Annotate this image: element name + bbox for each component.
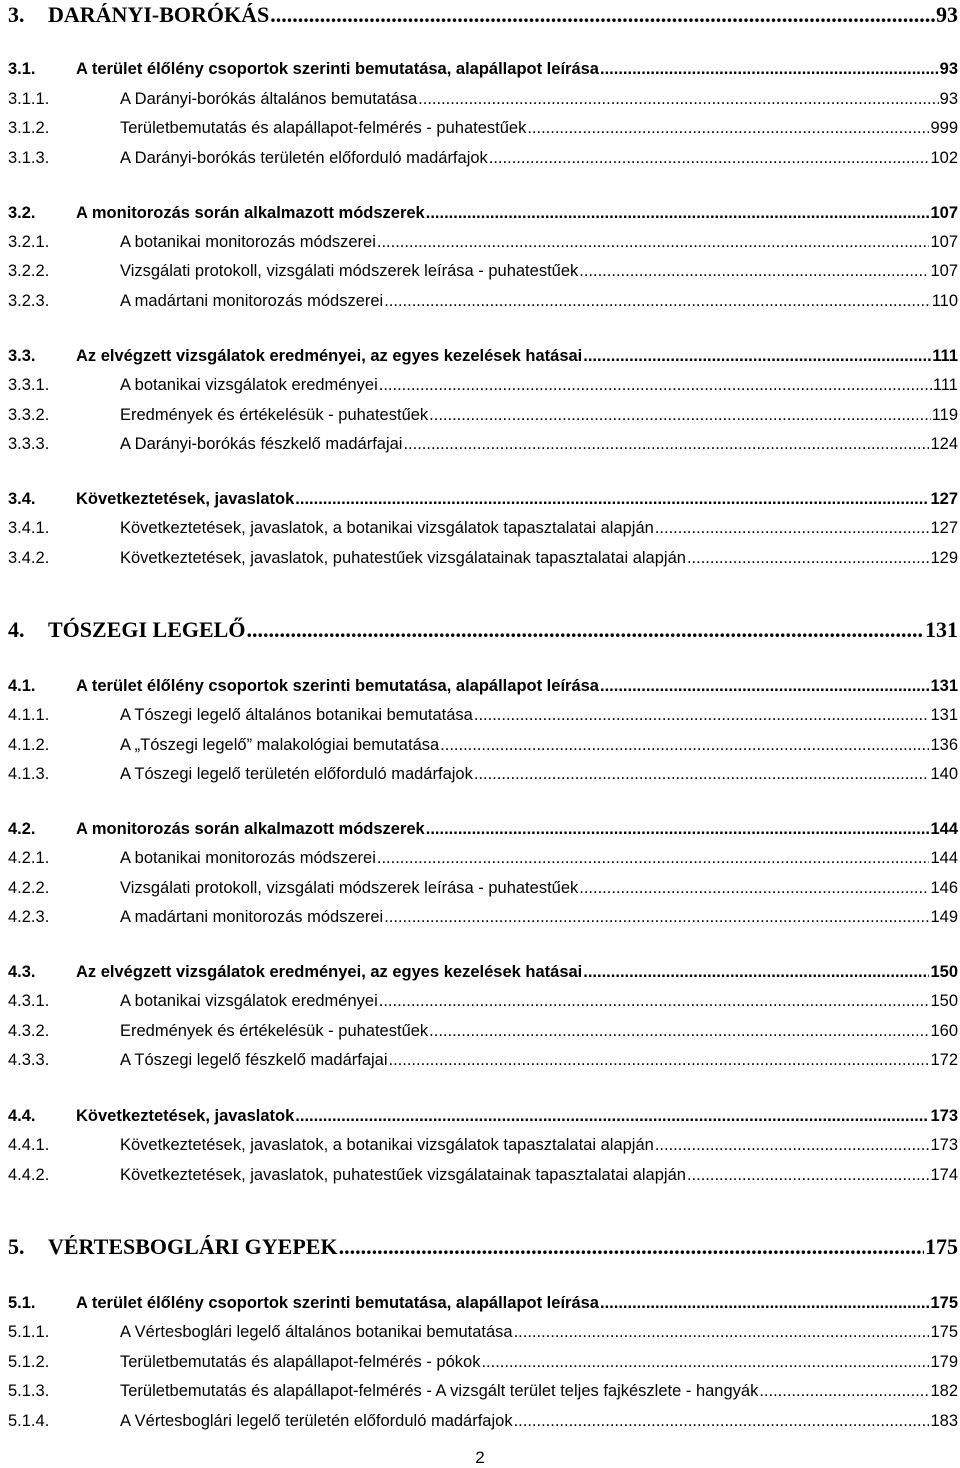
toc-entry-number: 4.3.2. — [8, 1022, 50, 1040]
toc-entry-page: 160 — [930, 1022, 958, 1040]
toc-subsection-entry[interactable] — [8, 992, 958, 1011]
toc-entry-page: 183 — [930, 1412, 958, 1430]
toc-entry-title: Az elvégzett vizsgálatok eredményei, az egyes kezelések hatásai — [76, 963, 583, 981]
toc-dot-leader — [583, 963, 929, 982]
toc-dot-leader — [426, 820, 930, 839]
toc-subsection-entry[interactable] — [8, 879, 958, 898]
toc-entry-title: Eredmények és értékelésük - puhatestűek — [120, 1022, 429, 1040]
toc-dot-leader — [583, 347, 931, 366]
toc-entry-number: 3.1. — [8, 60, 36, 78]
toc-entry-number: 3.3.2. — [8, 406, 50, 424]
toc-dot-leader — [384, 292, 930, 311]
toc-subsection-entry[interactable] — [8, 549, 958, 568]
toc-entry-title: TÓSZEGI LEGELŐ — [48, 617, 246, 642]
toc-entry-number: 3.3.1. — [8, 376, 50, 394]
toc-subsection-entry[interactable] — [8, 376, 958, 395]
toc-entry-page: 124 — [930, 435, 958, 453]
toc-entry-number: 4.1.3. — [8, 765, 50, 783]
page-number: 2 — [475, 1448, 485, 1467]
toc-entry-title: Következtetések, javaslatok — [76, 490, 295, 508]
toc-subsection-entry[interactable] — [8, 292, 958, 311]
toc-section-entry[interactable] — [8, 204, 958, 223]
toc-entry-title: A Vértesboglári legelő általános botanikai bemutatása — [120, 1323, 513, 1341]
toc-entry-page: 93 — [936, 2, 958, 27]
toc-entry-number: 3.3.3. — [8, 435, 50, 453]
toc-subsection-entry[interactable] — [8, 406, 958, 425]
toc-entry-number: 4.2.2. — [8, 879, 50, 897]
toc-entry-title: A botanikai monitorozás módszerei — [120, 849, 376, 867]
toc-entry-page: 146 — [930, 879, 958, 897]
toc-dot-leader — [246, 617, 924, 643]
toc-dot-leader — [377, 233, 930, 252]
toc-entry-page: 110 — [931, 292, 958, 310]
toc-entry-number: 3.3. — [8, 347, 36, 365]
toc-entry-title: Vizsgálati protokoll, vizsgálati módszerek leírása - puhatestűek — [120, 879, 579, 897]
toc-entry-page: 136 — [930, 736, 958, 754]
toc-dot-leader — [295, 1107, 929, 1126]
toc-dot-leader — [579, 262, 929, 281]
toc-chapter-entry[interactable] — [8, 617, 958, 643]
toc-section-entry[interactable] — [8, 820, 958, 839]
toc-dot-leader — [579, 879, 929, 898]
toc-entry-number: 3.1.2. — [8, 119, 50, 137]
toc-dot-leader — [384, 908, 929, 927]
toc-entry-number: 3.2.2. — [8, 262, 50, 280]
toc-entry-number: 5.1.3. — [8, 1382, 50, 1400]
toc-dot-leader — [759, 1382, 929, 1401]
toc-entry-page: 111 — [932, 376, 958, 394]
toc-entry-page: 150 — [930, 992, 958, 1010]
toc-entry-number: 3.4.2. — [8, 549, 50, 567]
toc-dot-leader — [295, 490, 929, 509]
toc-entry-title: Következtetések, javaslatok — [76, 1107, 295, 1125]
toc-entry-number: 4.1.1. — [8, 706, 50, 724]
toc-entry-title: A botanikai vizsgálatok eredményei — [120, 992, 378, 1010]
toc-dot-leader — [429, 406, 931, 425]
toc-subsection-entry[interactable] — [8, 1412, 958, 1431]
toc-entry-number: 4.1.2. — [8, 736, 50, 754]
toc-entry-title: A Tószegi legelő általános botanikai bemutatása — [120, 706, 473, 724]
toc-entry-page: 131 — [925, 617, 958, 642]
toc-entry-number: 3.1.1. — [8, 90, 50, 108]
toc-entry-page: 173 — [930, 1107, 958, 1125]
toc-entry-page: 127 — [930, 490, 958, 508]
toc-dot-leader — [403, 435, 929, 454]
toc-entry-page: 175 — [930, 1323, 958, 1341]
toc-entry-page: 107 — [930, 262, 958, 280]
toc-entry-number: 5.1.2. — [8, 1353, 50, 1371]
toc-entry-title: A Darányi-borókás területén előforduló madárfajok — [120, 149, 488, 167]
toc-dot-leader — [527, 119, 929, 138]
toc-dot-leader — [440, 736, 929, 755]
toc-entry-number: 5.1. — [8, 1294, 36, 1312]
toc-entry-title: Következtetések, javaslatok, a botanikai vizsgálatok tapasztalatai alapján — [120, 1136, 654, 1154]
toc-entry-title: Eredmények és értékelésük - puhatestűek — [120, 406, 429, 424]
toc-entry-page: 102 — [930, 149, 958, 167]
toc-section-entry[interactable] — [8, 490, 958, 509]
toc-subsection-entry[interactable] — [8, 765, 958, 784]
toc-entry-title: A Darányi-borókás általános bemutatása — [120, 90, 418, 108]
toc-dot-leader — [379, 376, 932, 395]
toc-entry-title: A terület élőlény csoportok szerinti bemutatása, alapállapot leírása — [76, 677, 599, 695]
toc-entry-page: 107 — [930, 233, 958, 251]
toc-entry-page: 107 — [930, 204, 958, 222]
toc-entry-page: 999 — [930, 119, 958, 137]
toc-entry-page: 93 — [939, 90, 958, 108]
toc-subsection-entry[interactable] — [8, 119, 958, 138]
toc-subsection-entry[interactable] — [8, 1382, 958, 1401]
toc-dot-leader — [389, 1051, 930, 1070]
toc-subsection-entry[interactable] — [8, 908, 958, 927]
toc-section-entry[interactable] — [8, 347, 958, 366]
toc-dot-leader — [270, 2, 935, 28]
toc-dot-leader — [379, 992, 930, 1011]
toc-entry-number: 4.4.2. — [8, 1166, 50, 1184]
toc-entry-page: 174 — [930, 1166, 958, 1184]
toc-entry-page: 111 — [932, 347, 958, 365]
toc-entry-page: 173 — [930, 1136, 958, 1154]
toc-subsection-entry[interactable] — [8, 1051, 958, 1070]
toc-entry-title: Következtetések, javaslatok, puhatestűek vizsgálatainak tapasztalatai alapján — [120, 549, 686, 567]
toc-entry-page: 144 — [930, 820, 958, 838]
toc-dot-leader — [600, 677, 929, 696]
toc-entry-page: 175 — [925, 1234, 958, 1259]
toc-subsection-entry[interactable] — [8, 519, 958, 538]
toc-entry-number: 4.3.1. — [8, 992, 50, 1010]
toc-entry-page: 131 — [930, 677, 958, 695]
toc-entry-page: 140 — [930, 765, 958, 783]
toc-entry-title: Területbemutatás és alapállapot-felmérés - puhatestűek — [120, 119, 527, 137]
toc-section-entry[interactable] — [8, 677, 958, 696]
toc-entry-number: 5. — [8, 1234, 25, 1259]
toc-dot-leader — [418, 90, 938, 109]
toc-subsection-entry[interactable] — [8, 1136, 958, 1155]
toc-section-entry[interactable] — [8, 1107, 958, 1126]
toc-entry-number: 4.3.3. — [8, 1051, 50, 1069]
toc-entry-title: A Tószegi legelő területén előforduló madárfajok — [120, 765, 473, 783]
toc-entry-number: 4.2.3. — [8, 908, 50, 926]
toc-entry-number: 5.1.1. — [8, 1323, 50, 1341]
toc-entry-title: Az elvégzett vizsgálatok eredményei, az egyes kezelések hatásai — [76, 347, 583, 365]
toc-entry-number: 3.1.3. — [8, 149, 50, 167]
toc-entry-title: A terület élőlény csoportok szerinti bemutatása, alapállapot leírása — [76, 1294, 599, 1312]
toc-entry-number: 3.4. — [8, 490, 36, 508]
toc-entry-page: 119 — [931, 406, 958, 424]
toc-subsection-entry[interactable] — [8, 736, 958, 755]
toc-subsection-entry[interactable] — [8, 1022, 958, 1041]
toc-dot-leader — [600, 1294, 929, 1313]
toc-entry-title: A Tószegi legelő fészkelő madárfajai — [120, 1051, 388, 1069]
toc-dot-leader — [655, 519, 930, 538]
toc-entry-page: 149 — [930, 908, 958, 926]
toc-entry-page: 182 — [930, 1382, 958, 1400]
toc-dot-leader — [514, 1323, 930, 1342]
toc-dot-leader — [514, 1412, 930, 1431]
toc-dot-leader — [474, 765, 930, 784]
toc-dot-leader — [474, 706, 930, 725]
toc-section-entry[interactable] — [8, 963, 958, 982]
toc-dot-leader — [600, 60, 939, 79]
toc-entry-page: 175 — [930, 1294, 958, 1312]
toc-entry-title: Következtetések, javaslatok, puhatestűek vizsgálatainak tapasztalatai alapján — [120, 1166, 686, 1184]
toc-dot-leader — [429, 1022, 929, 1041]
toc-entry-number: 4.4. — [8, 1107, 36, 1125]
toc-entry-number: 3.2.1. — [8, 233, 50, 251]
toc-entry-page: 179 — [930, 1353, 958, 1371]
toc-entry-page: 150 — [930, 963, 958, 981]
toc-dot-leader — [655, 1136, 930, 1155]
toc-entry-title: A „Tószegi legelő” malakológiai bemutatása — [120, 736, 440, 754]
toc-entry-title: DARÁNYI-BORÓKÁS — [48, 2, 270, 27]
toc-subsection-entry[interactable] — [8, 435, 958, 454]
toc-chapter-entry[interactable] — [8, 1234, 958, 1260]
toc-chapter-entry[interactable] — [8, 2, 958, 28]
toc-entry-page: 127 — [930, 519, 958, 537]
toc-entry-title: Területbemutatás és alapállapot-felmérés - A vizsgált terület teljes fajkészlete - hangyák — [120, 1382, 759, 1400]
toc-entry-title: A botanikai vizsgálatok eredményei — [120, 376, 378, 394]
toc-entry-title: A Darányi-borókás fészkelő madárfajai — [120, 435, 403, 453]
toc-dot-leader — [481, 1353, 929, 1372]
toc-subsection-entry[interactable] — [8, 1323, 958, 1342]
toc-entry-page: 172 — [930, 1051, 958, 1069]
toc-entry-number: 4.4.1. — [8, 1136, 50, 1154]
toc-subsection-entry[interactable] — [8, 90, 958, 109]
toc-dot-leader — [339, 1234, 924, 1260]
toc-entry-title: Vizsgálati protokoll, vizsgálati módszerek leírása - puhatestűek — [120, 262, 579, 280]
toc-entry-title: A monitorozás során alkalmazott módszerek — [76, 820, 425, 838]
toc-dot-leader — [377, 849, 930, 868]
toc-entry-title: A terület élőlény csoportok szerinti bemutatása, alapállapot leírása — [76, 60, 599, 78]
toc-entry-number: 3.4.1. — [8, 519, 50, 537]
toc-entry-title: VÉRTESBOGLÁRI GYEPEK — [48, 1234, 338, 1259]
toc-dot-leader — [489, 149, 930, 168]
toc-entry-number: 4.3. — [8, 963, 36, 981]
toc-entry-page: 144 — [930, 849, 958, 867]
toc-entry-title: A madártani monitorozás módszerei — [120, 292, 384, 310]
toc-subsection-entry[interactable] — [8, 1166, 958, 1185]
toc-subsection-entry[interactable] — [8, 149, 958, 168]
toc-entry-title: A madártani monitorozás módszerei — [120, 908, 384, 926]
toc-entry-page: 131 — [930, 706, 958, 724]
toc-dot-leader — [426, 204, 930, 223]
toc-entry-number: 3. — [8, 2, 25, 27]
toc-entry-number: 4. — [8, 617, 25, 642]
toc-entry-number: 3.2. — [8, 204, 36, 222]
toc-subsection-entry[interactable] — [8, 1353, 958, 1372]
toc-entry-title: A Vértesboglári legelő területén előforduló madárfajok — [120, 1412, 513, 1430]
toc-entry-title: Területbemutatás és alapállapot-felmérés - pókok — [120, 1353, 481, 1371]
toc-entry-number: 4.2. — [8, 820, 36, 838]
toc-subsection-entry[interactable] — [8, 706, 958, 725]
toc-entry-number: 5.1.4. — [8, 1412, 50, 1430]
toc-section-entry[interactable] — [8, 1294, 958, 1313]
toc-entry-title: A botanikai monitorozás módszerei — [120, 233, 376, 251]
toc-entry-number: 4.1. — [8, 677, 36, 695]
toc-dot-leader — [687, 549, 930, 568]
toc-subsection-entry[interactable] — [8, 262, 958, 281]
toc-entry-page: 93 — [939, 60, 958, 78]
toc-entry-title: A monitorozás során alkalmazott módszerek — [76, 204, 425, 222]
toc-entry-page: 129 — [930, 549, 958, 567]
toc-section-entry[interactable] — [8, 60, 958, 79]
toc-entry-number: 3.2.3. — [8, 292, 50, 310]
toc-subsection-entry[interactable] — [8, 849, 958, 868]
toc-dot-leader — [687, 1166, 930, 1185]
toc-entry-number: 4.2.1. — [8, 849, 50, 867]
toc-subsection-entry[interactable] — [8, 233, 958, 252]
toc-entry-title: Következtetések, javaslatok, a botanikai vizsgálatok tapasztalatai alapján — [120, 519, 654, 537]
